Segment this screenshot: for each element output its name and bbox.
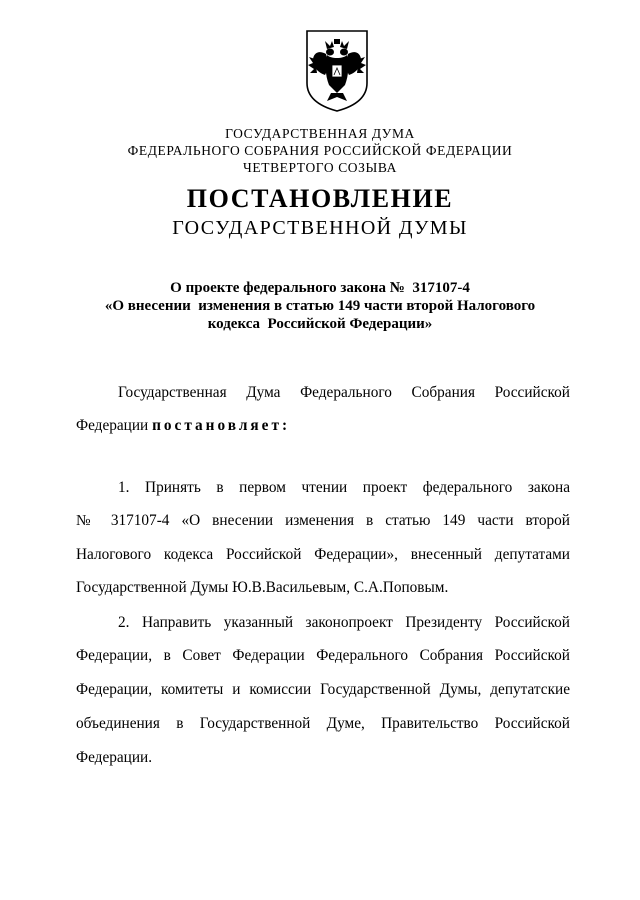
resolves-word: постановляет: (152, 417, 291, 434)
preamble-line-1: Государственная Дума Федерального Собрания Российской (118, 384, 570, 401)
subject-line-1: О проекте федерального закона № 317107-4 (170, 280, 470, 296)
institution-name: ГОСУДАРСТВЕННАЯ ДУМА (225, 126, 415, 141)
convocation: ЧЕТВЕРТОГО СОЗЫВА (243, 160, 397, 175)
item2-line-4: объединения в Государственной Думе, Правительство Российской (76, 715, 570, 732)
coat-of-arms-icon (303, 27, 371, 113)
item1-line-4: Государственной Думы Ю.В.Васильевым, С.А.Поповым. (76, 579, 449, 596)
item2-line-5: Федерации. (76, 749, 153, 766)
document-title: ПОСТАНОВЛЕНИЕ (186, 184, 454, 213)
item2-line-3: Федерации, комитеты и комиссии Государственной Думы, депутатские (76, 681, 570, 698)
subject-line-2: «О внесении изменения в статью 149 части второй Налогового (104, 298, 536, 314)
document-subtitle: ГОСУДАРСТВЕННОЙ ДУМЫ (172, 217, 468, 239)
item2-line-1: 2. Направить указанный законопроект Президенту Российской (118, 614, 570, 631)
item1-line-2: № 317107-4 «О внесении изменения в статью 149 части второй (76, 512, 570, 529)
institution-parent: ФЕДЕРАЛЬНОГО СОБРАНИЯ РОССИЙСКОЙ ФЕДЕРАЦИИ (127, 143, 513, 158)
item2-line-2: Федерации, в Совет Федерации Федерального Собрания Российской (76, 647, 570, 664)
item1-line-1: 1. Принять в первом чтении проект федерального закона (118, 479, 570, 496)
preamble-text: Федерации (76, 417, 153, 434)
preamble-line-2 (76, 417, 570, 435)
subject-line-3: кодекса Российской Федерации» (207, 316, 433, 332)
item1-line-3: Налогового кодекса Российской Федерации», внесенный депутатами (76, 546, 570, 563)
